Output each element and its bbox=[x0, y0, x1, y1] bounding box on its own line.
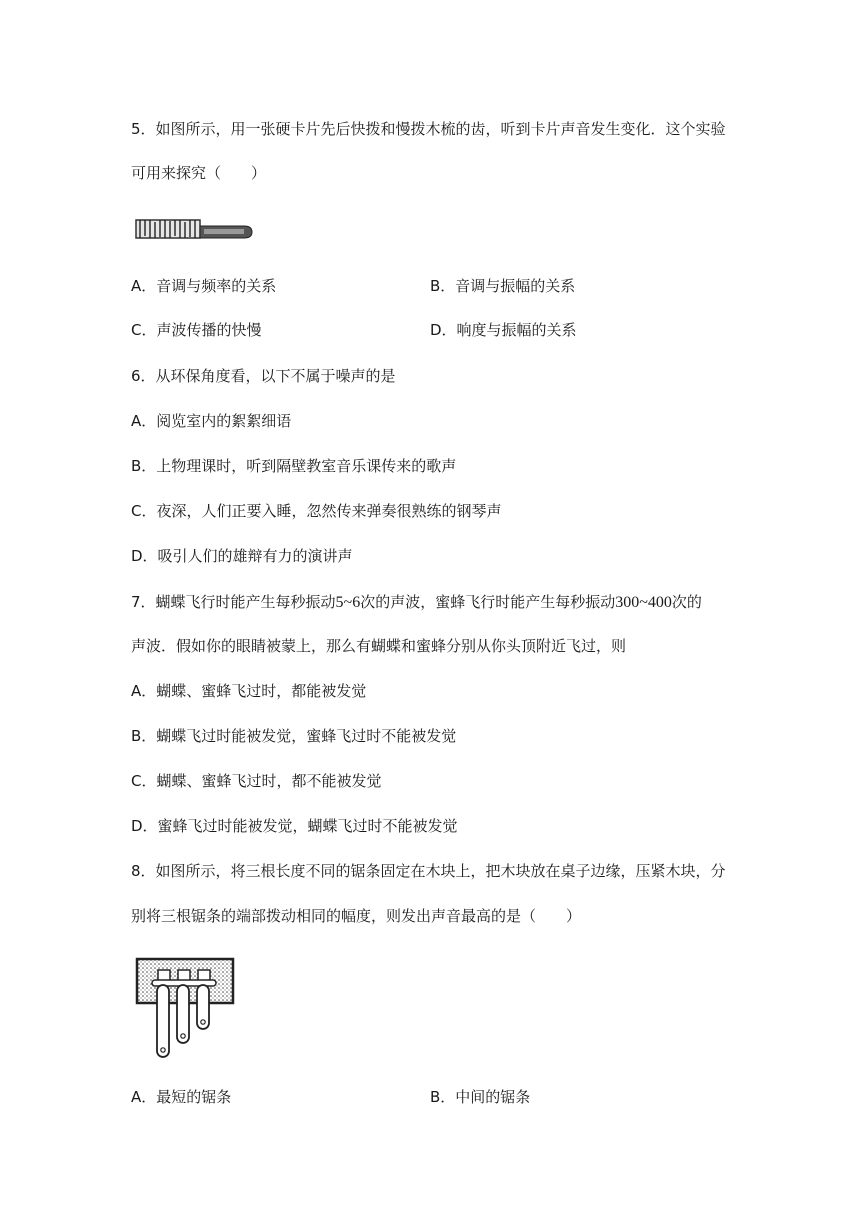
q7-option-b: B．蝴蝶飞过时能被发觉，蜜蜂飞过时不能被发觉 bbox=[131, 727, 457, 745]
q5-option-b: B．音调与振幅的关系 bbox=[430, 277, 576, 295]
q5-option-a: A．音调与频率的关系 bbox=[131, 277, 277, 295]
q7-option-d: D．蜜蜂飞过时能被发觉，蝴蝶飞过时不能被发觉 bbox=[131, 817, 458, 835]
q8-stem-line2: 别将三根锯条的端部拨动相同的幅度，则发出声音最高的是（ ） bbox=[131, 907, 582, 925]
q7-stem-line2: 声波．假如你的眼睛被蒙上，那么有蝴蝶和蜜蜂分别从你头顶附近飞过，则 bbox=[131, 637, 627, 655]
comb-card-figure bbox=[134, 216, 254, 242]
q5-option-c: C．声波传播的快慢 bbox=[131, 321, 262, 339]
q6-option-c: C．夜深，人们正要入睡，忽然传来弹奏很熟练的钢琴声 bbox=[131, 502, 502, 520]
q7-stem-part1: 7．蝴蝶飞行时能产生每秒振动 bbox=[131, 593, 336, 611]
q5-stem-line1: 5．如图所示，用一张硬卡片先后快拨和慢拨木梳的齿，听到卡片声音发生变化．这个实验 bbox=[131, 120, 726, 138]
q6-option-a: A．阅览室内的絮絮细语 bbox=[131, 412, 292, 430]
q8-stem-line1: 8．如图所示，将三根长度不同的锯条固定在木块上，把木块放在桌子边缘，压紧木块，分 bbox=[131, 862, 726, 880]
q6-option-b: B．上物理课时，听到隔壁教室音乐课传来的歌声 bbox=[131, 457, 457, 475]
q5-stem-line2: 可用来探究（ ） bbox=[131, 164, 267, 182]
q6-stem: 6．从环保角度看，以下不属于噪声的是 bbox=[131, 367, 396, 385]
q7-option-a: A．蝴蝶、蜜蜂飞过时，都能被发觉 bbox=[131, 682, 367, 700]
q7-butterfly-frequency: 5~6 bbox=[335, 594, 361, 611]
saw-blades-figure bbox=[134, 955, 238, 1063]
q7-stem-part3: 次的 bbox=[671, 593, 702, 611]
q7-bee-frequency: 300~400 bbox=[615, 594, 672, 611]
q8-option-b: B．中间的锯条 bbox=[430, 1088, 531, 1106]
q5-option-d: D．响度与振幅的关系 bbox=[430, 321, 577, 339]
q6-option-d: D．吸引人们的雄辩有力的演讲声 bbox=[131, 547, 353, 565]
q7-stem-part2: 次的声波，蜜蜂飞行时能产生每秒振动 bbox=[360, 593, 616, 611]
q7-option-c: C．蝴蝶、蜜蜂飞过时，都不能被发觉 bbox=[131, 772, 382, 790]
q8-option-a: A．最短的锯条 bbox=[131, 1088, 232, 1106]
q7-stem-line1 bbox=[131, 592, 702, 613]
